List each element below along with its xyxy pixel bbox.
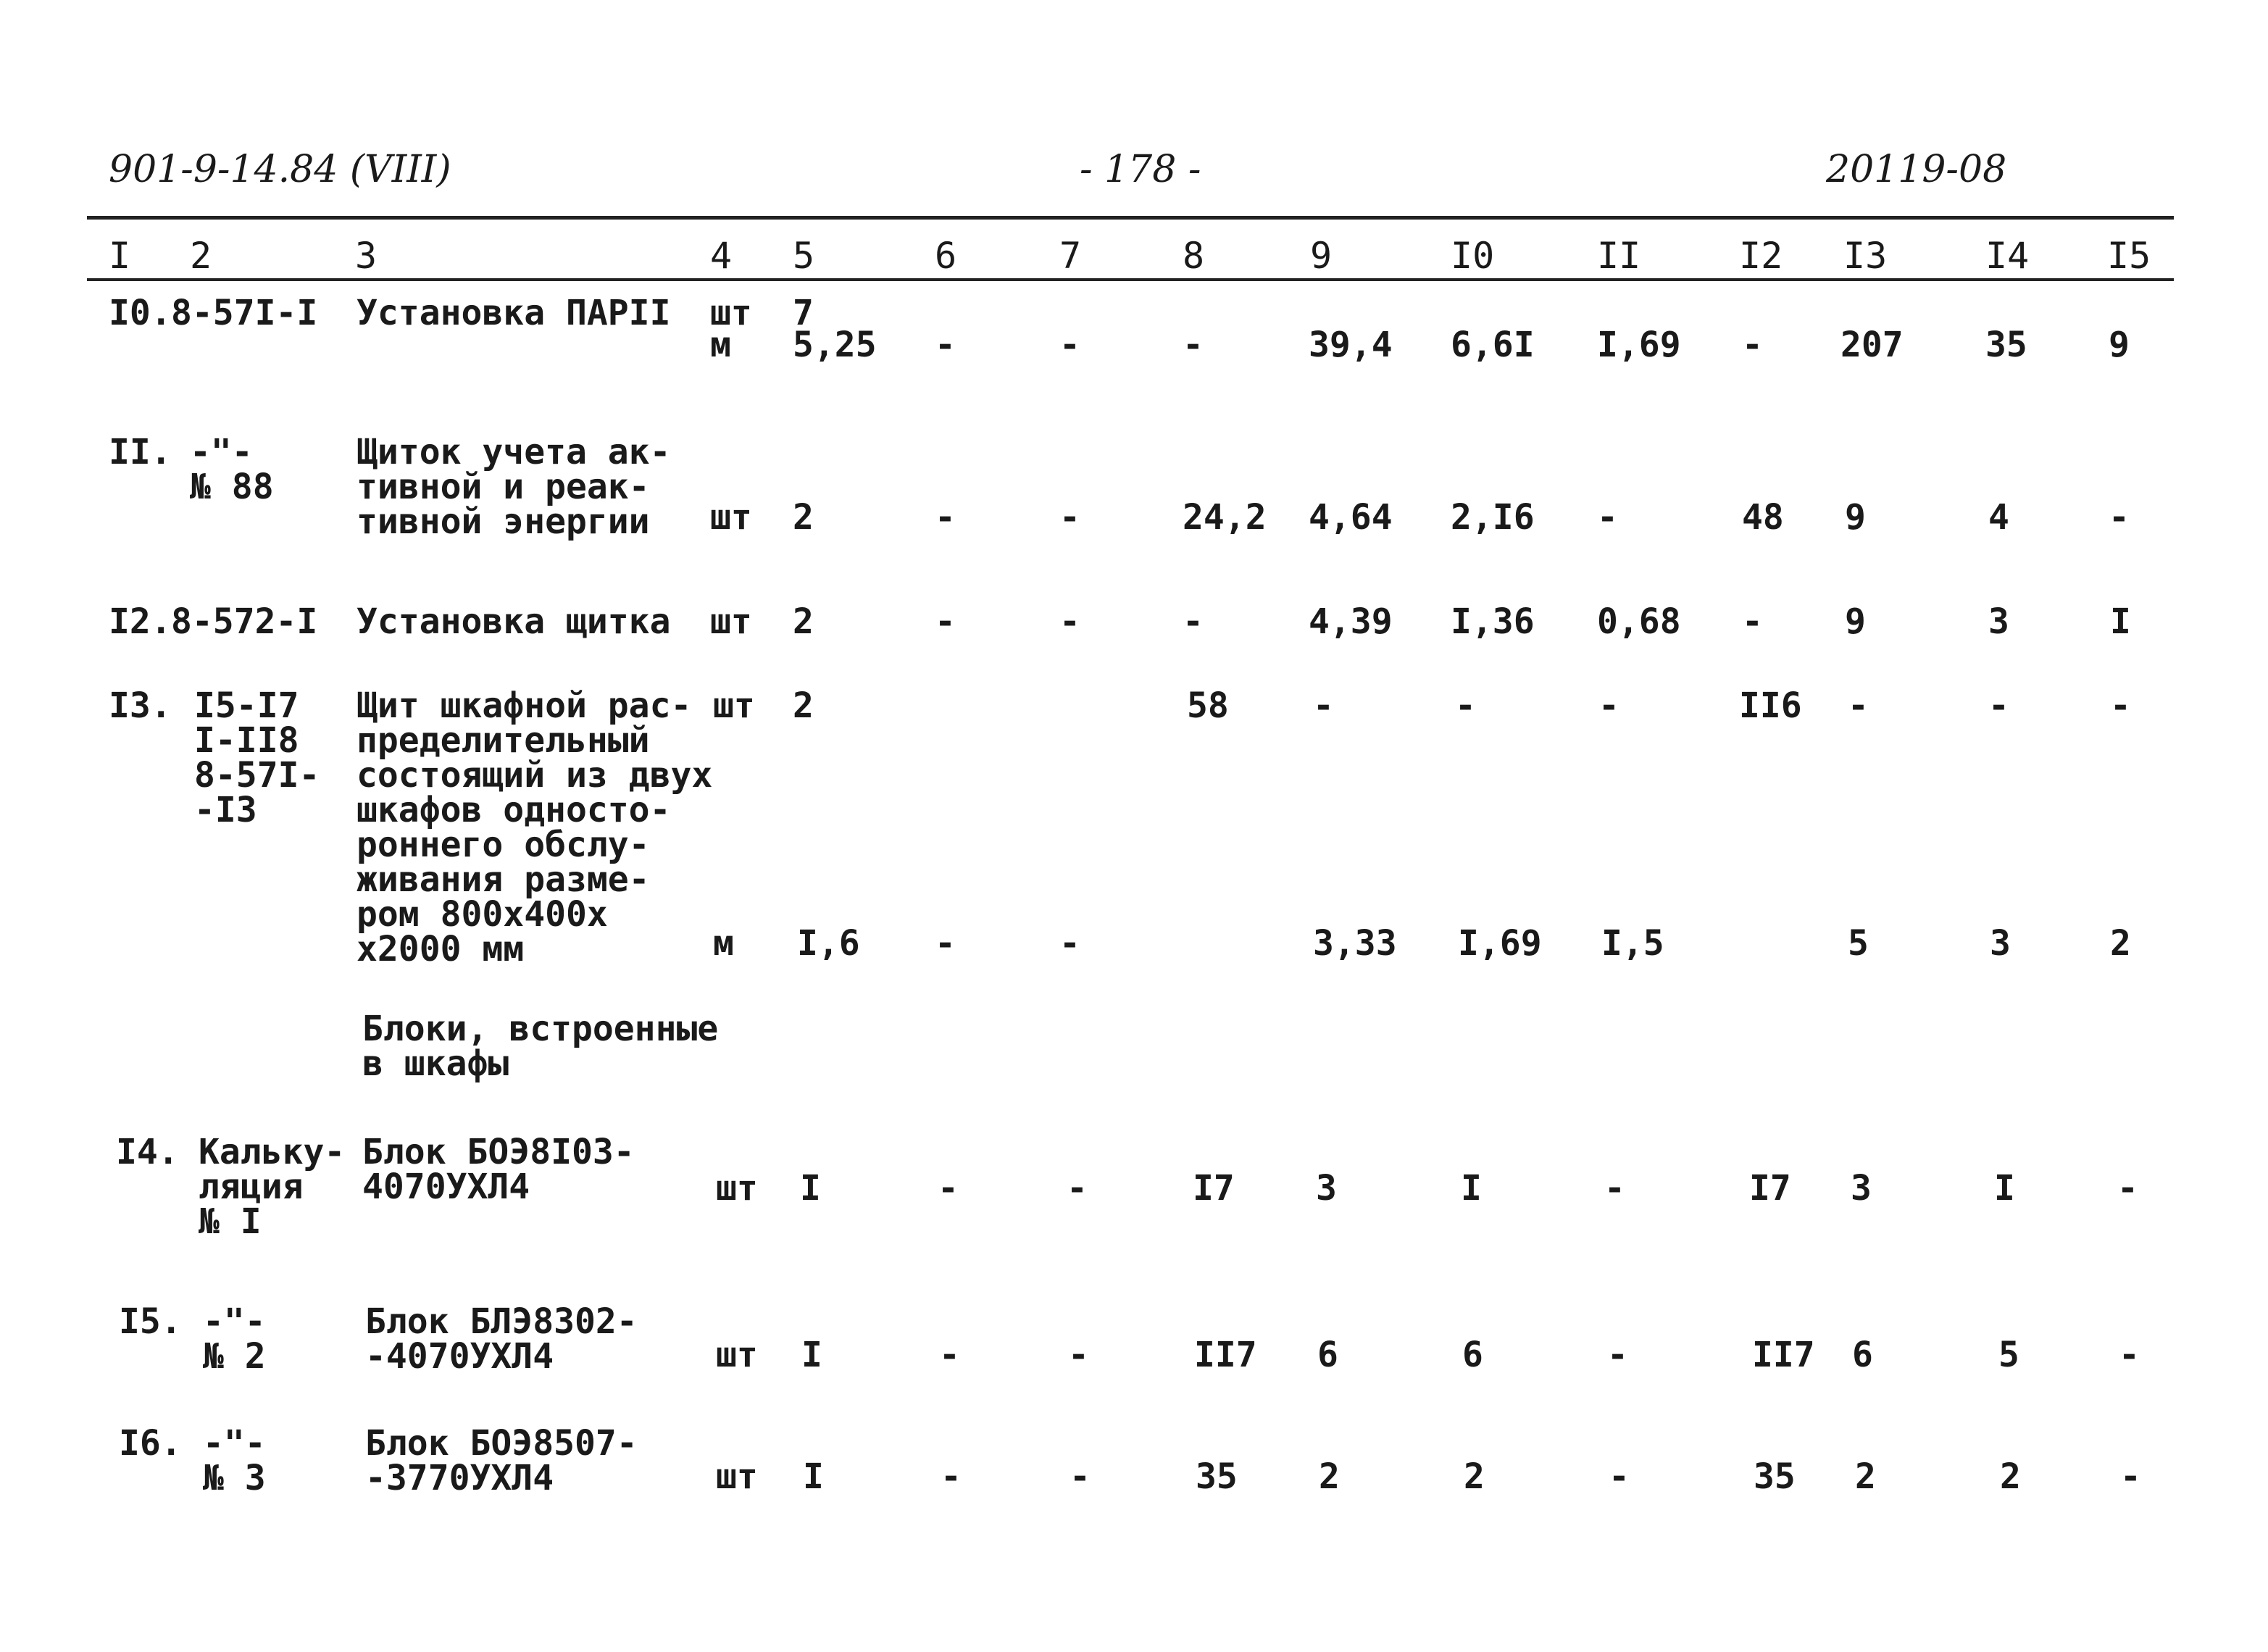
- row-number: II.: [109, 432, 172, 472]
- row-qty: I: [800, 1168, 821, 1209]
- row-number: I4.: [116, 1132, 179, 1172]
- row-reference: -"- № 88: [190, 432, 274, 507]
- row-col13: 207: [1840, 325, 1904, 365]
- row-col15: -: [2109, 497, 2130, 538]
- row-col6: -: [935, 601, 956, 642]
- row-col8: 24,2: [1183, 497, 1267, 538]
- row-col10-primary: -: [1455, 685, 1476, 726]
- row-col10: 6,6I: [1451, 325, 1535, 365]
- row-number: I0.: [109, 293, 172, 333]
- row-col6: -: [939, 1335, 960, 1375]
- column-number-14: I4: [1985, 235, 2030, 277]
- row-col12: 35: [1754, 1456, 1796, 1497]
- column-number-3: 3: [355, 235, 378, 277]
- row-reference: I5-I7 I-II8 8-57I- -I3: [194, 685, 320, 830]
- row-col12: -: [1742, 325, 1763, 365]
- row-col15-primary: -: [2110, 685, 2131, 726]
- column-number-4: 4: [710, 235, 733, 277]
- row-number: I3.: [109, 685, 172, 726]
- row-col13-primary: -: [1848, 685, 1869, 726]
- row-col9: 2: [1319, 1456, 1340, 1497]
- row-col15: -: [2119, 1335, 2140, 1375]
- column-number-11: II: [1597, 235, 1641, 277]
- document-code: 901-9-14.84 (VIII): [109, 148, 451, 191]
- row-col6: -: [935, 325, 956, 365]
- row-col7: -: [1059, 601, 1080, 642]
- row-col8: I7: [1193, 1168, 1235, 1209]
- row-number: I5.: [119, 1301, 182, 1342]
- row-col7: -: [1068, 1335, 1089, 1375]
- row-unit-primary: шт: [710, 293, 752, 333]
- row-unit: шт: [710, 601, 752, 642]
- row-qty: I: [801, 1335, 822, 1375]
- row-col9: 4,64: [1309, 497, 1393, 538]
- row-name: Установка щитка: [357, 601, 671, 642]
- row-reference: -"- № 3: [203, 1423, 266, 1498]
- column-number-12: I2: [1739, 235, 1783, 277]
- row-col12: II7: [1752, 1335, 1815, 1375]
- row-name: Блок БЛЭ8302- -4070УХЛ4: [365, 1301, 638, 1377]
- row-col13: 2: [1855, 1456, 1876, 1497]
- row-col13: 3: [1851, 1168, 1872, 1209]
- row-col15: 2: [2110, 923, 2131, 964]
- row-col11: -: [1607, 1335, 1628, 1375]
- row-name: Блок БОЭ8507- -3770УХЛ4: [365, 1423, 638, 1498]
- row-col7: -: [1067, 1168, 1088, 1209]
- row-unit: шт: [716, 1168, 758, 1209]
- column-header-rule: [87, 278, 2174, 281]
- row-reference: Кальку- ляция № I: [199, 1132, 346, 1242]
- row-col14: I: [1994, 1168, 2015, 1209]
- row-col8: -: [1183, 601, 1204, 642]
- row-col12: 48: [1742, 497, 1784, 538]
- row-unit-primary: шт: [713, 685, 755, 726]
- row-name: Щит шкафной рас- пределительный состоящий из двух шкафов односто- роннего обслу- живания разме- ром 800х400х х2000 мм: [357, 685, 713, 969]
- row-col11: -: [1609, 1456, 1630, 1497]
- row-name: Установка ПАРII: [357, 293, 671, 333]
- row-col10: 6: [1462, 1335, 1483, 1375]
- row-col12: -: [1742, 601, 1763, 642]
- row-name: Блок БОЭ8I03- 4070УХЛ4: [362, 1132, 635, 1207]
- row-reference: 8-572-I: [171, 601, 318, 642]
- row-col6: -: [935, 923, 956, 964]
- column-number-8: 8: [1183, 235, 1205, 277]
- row-col8: -: [1183, 325, 1204, 365]
- row-col14: 35: [1985, 325, 2027, 365]
- row-col10: 2,I6: [1451, 497, 1535, 538]
- column-number-2: 2: [190, 235, 212, 277]
- row-col9: 6: [1317, 1335, 1338, 1375]
- row-col12-primary: II6: [1739, 685, 1802, 726]
- column-number-5: 5: [793, 235, 815, 277]
- row-col14: 4: [1988, 497, 2009, 538]
- row-col13: 9: [1845, 497, 1866, 538]
- column-number-13: I3: [1843, 235, 1888, 277]
- page-number: - 178 -: [1080, 148, 1201, 191]
- row-col9: 3,33: [1313, 923, 1397, 964]
- row-unit: шт: [716, 1335, 758, 1375]
- row-unit: м: [710, 325, 731, 365]
- row-col10: I,69: [1458, 923, 1542, 964]
- row-unit: шт: [716, 1456, 758, 1497]
- row-col14: 3: [1988, 601, 2009, 642]
- row-qty: 2: [793, 497, 814, 538]
- row-col9: 4,39: [1309, 601, 1393, 642]
- row-unit: м: [713, 923, 734, 964]
- column-number-10: I0: [1451, 235, 1495, 277]
- row-col6: -: [935, 497, 956, 538]
- row-col12: I7: [1749, 1168, 1791, 1209]
- row-unit: шт: [710, 497, 752, 538]
- column-number-1: I: [109, 235, 131, 277]
- row-col7: -: [1070, 1456, 1091, 1497]
- column-number-9: 9: [1310, 235, 1333, 277]
- row-qty: 5,25: [793, 325, 877, 365]
- row-col6: -: [941, 1456, 962, 1497]
- row-col14-primary: -: [1988, 685, 2009, 726]
- row-col15: I: [2110, 601, 2131, 642]
- row-col11: I,69: [1597, 325, 1681, 365]
- row-col15: -: [2117, 1168, 2138, 1209]
- row-reference: -"- № 2: [203, 1301, 266, 1377]
- row-col13: 6: [1852, 1335, 1873, 1375]
- column-number-6: 6: [935, 235, 957, 277]
- top-rule: [87, 216, 2174, 220]
- row-col14: 5: [1998, 1335, 2019, 1375]
- row-col7: -: [1059, 325, 1080, 365]
- row-reference: 8-57I-I: [171, 293, 318, 333]
- row-col7: -: [1059, 923, 1080, 964]
- row-col14: 3: [1990, 923, 2011, 964]
- row-col15: 9: [2109, 325, 2130, 365]
- row-qty-primary: 7: [793, 293, 814, 333]
- row-col8: 35: [1196, 1456, 1238, 1497]
- row-col8-primary: 58: [1187, 685, 1229, 726]
- section-heading: Блоки, встроенные в шкафы: [362, 1009, 719, 1084]
- row-col13: 5: [1848, 923, 1869, 964]
- row-col9: 39,4: [1309, 325, 1393, 365]
- row-qty: I: [803, 1456, 824, 1497]
- row-number: I6.: [119, 1423, 182, 1464]
- row-col7: -: [1059, 497, 1080, 538]
- row-col9: 3: [1316, 1168, 1337, 1209]
- row-name: Щиток учета ак- тивной и реак- тивной энергии: [357, 432, 671, 542]
- row-number: I2.: [109, 601, 172, 642]
- row-col13: 9: [1845, 601, 1866, 642]
- row-qty-primary: 2: [793, 685, 814, 726]
- row-col11: I,5: [1601, 923, 1664, 964]
- archive-number: 20119-08: [1826, 148, 2007, 191]
- column-number-7: 7: [1059, 235, 1082, 277]
- row-qty: I,6: [797, 923, 860, 964]
- row-col9-primary: -: [1313, 685, 1334, 726]
- row-col10: I,36: [1451, 601, 1535, 642]
- row-col11: -: [1604, 1168, 1625, 1209]
- row-qty: 2: [793, 601, 814, 642]
- row-col10: 2: [1464, 1456, 1485, 1497]
- row-col11: 0,68: [1597, 601, 1681, 642]
- row-col11: -: [1597, 497, 1618, 538]
- row-col8: II7: [1194, 1335, 1257, 1375]
- row-col11-primary: -: [1598, 685, 1619, 726]
- column-number-15: I5: [2107, 235, 2151, 277]
- row-col14: 2: [2000, 1456, 2021, 1497]
- row-col15: -: [2120, 1456, 2141, 1497]
- row-col6: -: [938, 1168, 959, 1209]
- row-col10: I: [1461, 1168, 1482, 1209]
